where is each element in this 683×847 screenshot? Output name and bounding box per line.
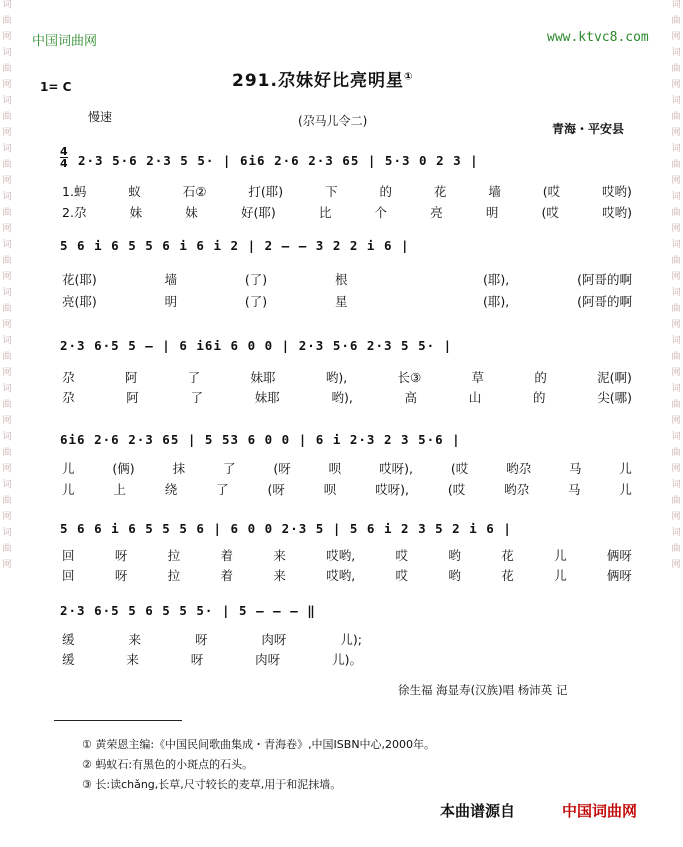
notation-line-3: 2·3 6·5 5 — | 6 i6i 6 0 0 | 2·3 5·6 2·3 5 5· |	[60, 338, 453, 353]
watermark-char: 曲	[671, 160, 681, 170]
tempo-marking: 慢速	[88, 110, 113, 124]
song-title	[232, 66, 413, 91]
watermark-char: 词	[671, 384, 681, 394]
lyric-word: 儿	[62, 482, 75, 497]
lyric-word: 哟	[448, 548, 461, 563]
watermark-char: 词	[2, 240, 12, 250]
lyric-line-2a	[62, 270, 632, 288]
watermark-char: 曲	[2, 352, 12, 362]
watermark-char: 曲	[671, 64, 681, 74]
lyric-word: 泥(啊)	[597, 370, 632, 385]
lyric-word: 呗	[323, 482, 337, 497]
watermark-char: 网	[2, 272, 12, 282]
watermark-char: 词	[2, 288, 12, 298]
lyric-word: 哟尕	[506, 461, 532, 476]
lyric-word: 儿)。	[332, 652, 362, 667]
lyric-line-6a	[62, 630, 362, 648]
title-footnote-mark: ①	[403, 71, 414, 83]
watermark-char: 网	[2, 560, 12, 570]
lyric-word: 明	[164, 294, 178, 309]
lyric-word: 呀	[114, 548, 128, 563]
notation-line-1: 2·3 5·6 2·3 5 5· | 6i6 2·6 2·3 65 | 5·3 0 2 3 |	[78, 153, 479, 168]
footnote-3: ③ 长:读chǎng,长草,尺寸较长的麦草,用于和泥抹墙。	[82, 778, 342, 791]
lyric-line-2b	[62, 292, 632, 310]
lyric-word: 墙	[164, 272, 178, 287]
lyric-word: 的	[379, 184, 392, 199]
watermark-char: 网	[2, 176, 12, 186]
lyric-word: 花	[433, 184, 447, 199]
lyric-word: 回	[62, 548, 75, 563]
lyric-word: 儿	[554, 548, 567, 563]
lyric-word: 了	[187, 370, 201, 385]
lyric-word: (哎	[542, 184, 561, 199]
lyric-word: 花	[501, 548, 514, 563]
lyric-word: 上	[113, 482, 126, 497]
watermark-char: 词	[671, 240, 681, 250]
lyric-word: 的	[534, 370, 547, 385]
watermark-char: 网	[671, 512, 681, 522]
watermark-char: 网	[671, 32, 681, 42]
watermark-char: 词	[2, 336, 12, 346]
right-watermark	[669, 0, 683, 847]
lyric-word: 山	[468, 390, 482, 405]
lyric-word: 哎	[395, 548, 409, 563]
watermark-char: 词	[671, 480, 681, 490]
watermark-char: 曲	[2, 208, 12, 218]
watermark-char: 词	[671, 528, 681, 538]
lyric-word: 呀	[114, 568, 128, 583]
watermark-char: 曲	[2, 448, 12, 458]
watermark-char: 网	[2, 128, 12, 138]
lyric-word: 1.蚂	[62, 184, 87, 199]
lyric-word: 哎哟,	[326, 568, 356, 583]
lyric-line-1a	[62, 182, 632, 200]
notation-line-5: 5 6 6 i 6 5 5 5 6 | 6 0 0 2·3 5 | 5 6 i 2 3 5 2 i 6 |	[60, 521, 512, 536]
lyric-word: 来	[273, 548, 286, 563]
watermark-char: 网	[2, 224, 12, 234]
lyric-word: 了	[190, 390, 203, 405]
lyric-word: (了)	[244, 294, 268, 309]
footnote-2: ② 蚂蚁石:有黑色的小斑点的石头。	[82, 758, 254, 771]
lyric-word: 儿	[554, 568, 567, 583]
lyric-word: 拉	[167, 568, 181, 583]
lyric-word: 哎哟,	[326, 548, 356, 563]
watermark-char: 词	[671, 192, 681, 202]
watermark-char: 网	[671, 128, 681, 138]
lyric-word: 肉呀	[255, 652, 281, 667]
watermark-char: 曲	[2, 112, 12, 122]
watermark-char: 曲	[671, 352, 681, 362]
watermark-char: 词	[2, 528, 12, 538]
lyric-word: (俩)	[112, 461, 135, 476]
lyric-word: 俩呀	[606, 568, 632, 583]
lyric-line-5b	[62, 566, 632, 584]
watermark-char: 曲	[2, 496, 12, 506]
lyric-word: 阿	[126, 390, 139, 405]
lyric-word: 亮	[430, 205, 443, 220]
lyric-line-6b	[62, 650, 362, 668]
watermark-char: 网	[671, 368, 681, 378]
watermark-char: 网	[671, 224, 681, 234]
watermark-char: 词	[671, 336, 681, 346]
lyric-word: 妹	[185, 205, 198, 220]
watermark-char: 网	[2, 464, 12, 474]
lyric-word: 哎呀),	[379, 461, 413, 476]
footnote-divider	[54, 720, 182, 721]
time-signature	[60, 146, 68, 169]
watermark-char: 词	[2, 384, 12, 394]
lyric-word: 马	[567, 482, 581, 497]
lyric-word: (耶),	[483, 272, 510, 287]
watermark-char: 曲	[671, 496, 681, 506]
lyric-word: 的	[532, 390, 546, 405]
subtitle: (尕马儿令二)	[298, 114, 368, 128]
watermark-char: 网	[671, 176, 681, 186]
performer-credit: 徐生福 海显寿(汉族)唱 杨沛英 记	[398, 683, 568, 697]
lyric-word: 呗	[328, 461, 342, 476]
watermark-char: 词	[2, 96, 12, 106]
watermark-char: 网	[2, 32, 12, 42]
watermark-char: 网	[671, 272, 681, 282]
lyric-word: 绕	[164, 482, 178, 497]
watermark-char: 词	[671, 144, 681, 154]
watermark-char: 网	[2, 320, 12, 330]
lyric-word: 高	[404, 390, 418, 405]
watermark-char: 网	[2, 368, 12, 378]
lyric-word: (呀	[267, 482, 285, 497]
watermark-char: 词	[671, 96, 681, 106]
watermark-char: 网	[671, 416, 681, 426]
watermark-char: 曲	[2, 544, 12, 554]
key-signature: 1= C	[40, 80, 72, 94]
lyric-word: (阿哥的啊	[577, 294, 632, 309]
time-signature-bottom: 4	[60, 157, 68, 170]
notation-line-4: 6i6 2·6 2·3 65 | 5 53 6 0 0 | 6 i 2·3 2 3 5·6 |	[60, 432, 461, 447]
lyric-line-4a	[62, 459, 632, 477]
lyric-word: 妹	[129, 205, 143, 220]
source-label: 本曲谱源自	[440, 802, 516, 820]
watermark-char: 曲	[2, 256, 12, 266]
lyric-word: 妹耶	[254, 390, 280, 405]
watermark-char: 词	[671, 48, 681, 58]
watermark-char: 词	[2, 480, 12, 490]
lyric-word: 呀	[194, 632, 208, 647]
lyric-word: 了	[222, 461, 236, 476]
lyric-word: (哎	[541, 205, 559, 220]
lyric-word: (阿哥的啊	[577, 272, 632, 287]
watermark-char: 词	[671, 432, 681, 442]
watermark-char: 词	[671, 288, 681, 298]
lyric-word: (耶),	[483, 294, 510, 309]
watermark-char: 曲	[2, 16, 12, 26]
lyric-word: 俩呀	[606, 548, 632, 563]
lyric-word: 明	[485, 205, 499, 220]
lyric-word: 花	[501, 568, 514, 583]
lyric-word: 回	[62, 568, 75, 583]
lyric-word: (了)	[244, 272, 268, 287]
lyric-word: 肉呀	[261, 632, 287, 647]
brand-url[interactable]: www.ktvc8.com	[547, 30, 649, 45]
lyric-word: 来	[126, 652, 139, 667]
lyric-word: 哟	[448, 568, 461, 583]
watermark-char: 网	[2, 80, 12, 90]
lyric-word: 缓	[62, 632, 75, 647]
lyric-word: 亮(耶)	[62, 294, 97, 309]
watermark-char: 网	[671, 464, 681, 474]
lyric-word: 拉	[167, 548, 181, 563]
watermark-char: 网	[671, 560, 681, 570]
lyric-word: 打(耶)	[248, 184, 284, 199]
watermark-char: 曲	[671, 448, 681, 458]
watermark-char: 曲	[2, 304, 12, 314]
lyric-word: 花(耶)	[62, 272, 97, 287]
lyric-word: 蚁	[128, 184, 141, 199]
watermark-char: 曲	[671, 208, 681, 218]
lyric-word: 哟),	[331, 390, 353, 405]
lyric-word: 着	[220, 568, 234, 583]
lyric-word: 妹耶	[250, 370, 276, 385]
watermark-char: 曲	[2, 64, 12, 74]
watermark-char: 网	[2, 512, 12, 522]
watermark-char: 词	[671, 0, 681, 10]
lyric-word: 好(耶)	[240, 205, 276, 220]
lyric-word: 哟),	[325, 370, 348, 385]
lyric-word: 哟尕	[504, 482, 530, 497]
watermark-char: 曲	[671, 304, 681, 314]
lyric-word: 尖(哪)	[597, 390, 632, 405]
lyric-word: 儿	[619, 482, 632, 497]
watermark-char: 网	[671, 320, 681, 330]
watermark-char: 曲	[671, 400, 681, 410]
watermark-char: 词	[2, 48, 12, 58]
lyric-word: (哎	[447, 482, 466, 497]
lyric-word: (哎	[450, 461, 469, 476]
lyric-word: 哎	[395, 568, 409, 583]
lyric-word: 草	[471, 370, 485, 385]
lyric-word: 阿	[124, 370, 138, 385]
notation-line-2: 5 6 i 6 5 5 6 i 6 i 2 | 2 — — 3 2 2 i 6 |	[60, 238, 410, 253]
lyric-line-1b	[62, 203, 632, 221]
brand-left[interactable]: 中国词曲网	[32, 34, 98, 49]
left-watermark	[0, 0, 14, 847]
lyric-word: 尕	[62, 370, 75, 385]
lyric-word: (呀	[273, 461, 291, 476]
lyric-word: 儿	[62, 461, 75, 476]
lyric-word: 长③	[397, 370, 422, 385]
lyric-word: 2.尕	[62, 205, 87, 220]
lyric-line-3b	[62, 388, 632, 406]
watermark-char: 曲	[671, 16, 681, 26]
lyric-word: 星	[334, 294, 348, 309]
watermark-char: 网	[671, 80, 681, 90]
lyric-word: 个	[374, 205, 388, 220]
lyric-word: 了	[216, 482, 229, 497]
lyric-word: 石②	[182, 184, 207, 199]
lyric-word: 抹	[172, 461, 186, 476]
lyric-word: 来	[128, 632, 141, 647]
lyric-word: 尕	[62, 390, 75, 405]
lyric-word: 呀	[190, 652, 204, 667]
song-title-text: 291.尕妹好比亮明星	[232, 71, 404, 91]
source-site-link[interactable]: 中国词曲网	[562, 802, 638, 820]
lyric-word: 缓	[62, 652, 75, 667]
lyric-word: 儿	[619, 461, 632, 476]
watermark-char: 词	[2, 144, 12, 154]
watermark-char: 网	[2, 416, 12, 426]
watermark-char: 曲	[671, 112, 681, 122]
lyric-word: 下	[325, 184, 338, 199]
lyric-word: 来	[273, 568, 286, 583]
lyric-word: 儿);	[340, 632, 362, 647]
lyric-word: 根	[334, 272, 348, 287]
lyric-word: 墙	[488, 184, 501, 199]
lyric-word: 着	[220, 548, 234, 563]
watermark-char: 词	[2, 192, 12, 202]
watermark-char: 词	[2, 432, 12, 442]
lyric-line-5a	[62, 546, 632, 564]
time-signature-top: 4	[60, 145, 68, 158]
lyric-word: 哎呀),	[375, 482, 409, 497]
lyric-word: 马	[569, 461, 582, 476]
watermark-char: 词	[2, 0, 12, 10]
watermark-char: 曲	[2, 400, 12, 410]
lyric-line-3a	[62, 368, 632, 386]
footnote-1: ① 黄荣恩主编:《中国民间歌曲集成・青海卷》,中国ISBN中心,2000年。	[82, 738, 436, 751]
lyric-word: 哎哟)	[602, 205, 632, 220]
lyric-word: 比	[318, 205, 332, 220]
watermark-char: 曲	[671, 544, 681, 554]
lyric-word: 哎哟)	[602, 184, 632, 199]
region: 青海・平安县	[552, 122, 625, 136]
notation-line-6: 2·3 6·5 5 6 5 5 5· | 5 — — — ‖	[60, 603, 316, 618]
watermark-char: 曲	[671, 256, 681, 266]
lyric-line-4b	[62, 480, 632, 498]
watermark-char: 曲	[2, 160, 12, 170]
